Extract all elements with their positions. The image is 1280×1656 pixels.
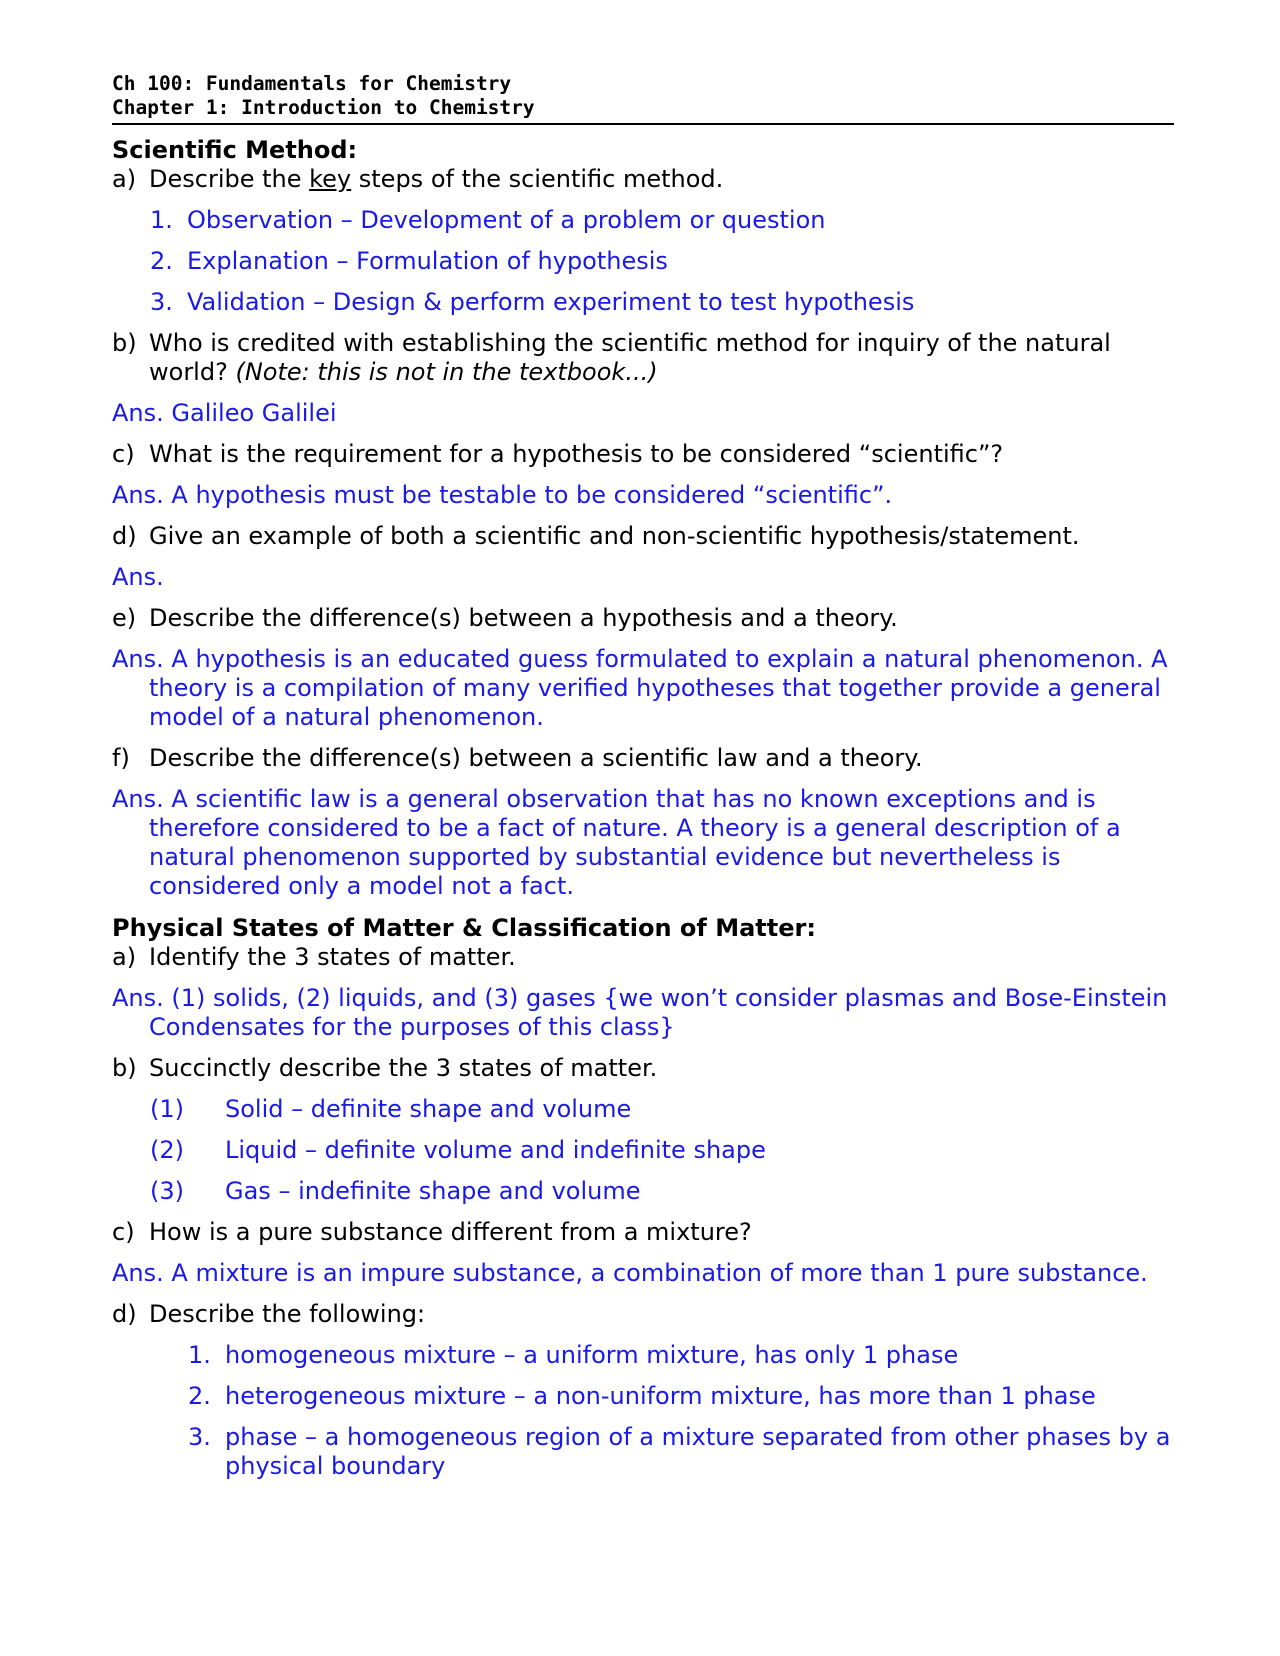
question-states-d [112, 1300, 1174, 1329]
question-c [112, 440, 1174, 469]
question-label: a) [112, 165, 137, 193]
answer-c: Ans. A hypothesis must be testable to be considered “scientific”. [112, 481, 893, 509]
question-label: b) [112, 329, 137, 357]
question-states-a [112, 943, 1174, 972]
question-text: Describe the difference(s) between a scientific law and a theory. [149, 744, 923, 772]
question-f [112, 744, 1174, 773]
list-number: (2) [150, 1136, 184, 1164]
question-d [112, 522, 1174, 551]
course-title: Ch 100: Fundamentals for Chemistry [112, 72, 512, 95]
list-text: Observation – Development of a problem or question [187, 206, 826, 234]
list-number: 2. [188, 1382, 211, 1410]
list-number: 2. [150, 247, 173, 275]
question-label: c) [112, 440, 135, 468]
section-title-states-of-matter: Physical States of Matter & Classification of Matter: [112, 914, 816, 942]
list-item-state-2 [112, 1136, 1174, 1165]
question-note: (Note: this is not in the textbook...) [235, 358, 658, 386]
answer-d: Ans. [112, 563, 164, 591]
list-item-term-1 [112, 1341, 1174, 1370]
list-text: Solid – definite shape and volume [225, 1095, 632, 1123]
list-text: Gas – indefinite shape and volume [225, 1177, 641, 1205]
question-label: b) [112, 1054, 137, 1082]
list-item-step-1 [112, 206, 1174, 235]
question-e [112, 604, 1174, 633]
answer-states-c: Ans. A mixture is an impure substance, a combination of more than 1 pure substance. [112, 1259, 1148, 1287]
question-label: d) [112, 522, 137, 550]
question-text: Who is credited with establishing the scientific method for inquiry of the natural world? [149, 329, 1111, 386]
question-states-c [112, 1218, 1174, 1247]
question-text-post: steps of the scientific method. [351, 165, 724, 193]
list-text: heterogeneous mixture – a non-uniform mixture, has more than 1 phase [225, 1382, 1096, 1410]
question-states-b [112, 1054, 1174, 1083]
list-text: phase – a homogeneous region of a mixture separated from other phases by a physical boundary [225, 1423, 1171, 1480]
list-number: 3. [150, 288, 173, 316]
question-label: e) [112, 604, 137, 632]
answer-states-a: Ans. (1) solids, (2) liquids, and (3) gases {we won’t consider plasmas and Bose-Einstein Condensates for the purposes of this class} [112, 984, 1168, 1041]
list-item-state-1 [112, 1095, 1174, 1124]
question-label: a) [112, 943, 137, 971]
question-label: d) [112, 1300, 137, 1328]
question-text: What is the requirement for a hypothesis to be considered “scientific”? [149, 440, 1004, 468]
list-number: (3) [150, 1177, 184, 1205]
question-text: Give an example of both a scientific and non-scientific hypothesis/statement. [149, 522, 1080, 550]
question-text: Describe the following: [149, 1300, 426, 1328]
section-title-scientific-method: Scientific Method: [112, 136, 358, 164]
question-text: Succinctly describe the 3 states of matter. [149, 1054, 658, 1082]
answer-f: Ans. A scientific law is a general observation that has no known exceptions and is therefore considered to be a fact of nature. A theory is a general description of a natural phenomenon supported by substantial evidence but nevertheless is considered only a model not a fact. [112, 785, 1121, 900]
list-item-step-3 [112, 288, 1174, 317]
question-text-pre: Describe the [149, 165, 310, 193]
question-text: How is a pure substance different from a mixture? [149, 1218, 752, 1246]
answer-b: Ans. Galileo Galilei [112, 399, 337, 427]
question-b [112, 329, 1174, 387]
list-item-step-2 [112, 247, 1174, 276]
question-text-key: key [309, 165, 352, 193]
answer-e: Ans. A hypothesis is an educated guess formulated to explain a natural phenomenon. A theory is a compilation of many verified hypotheses that together provide a general model of a natural phenomenon. [112, 645, 1168, 731]
list-text: Liquid – definite volume and indefinite shape [225, 1136, 766, 1164]
list-item-term-2 [112, 1382, 1174, 1411]
list-number: (1) [150, 1095, 184, 1123]
question-a [112, 165, 1174, 194]
document-page [112, 72, 1174, 1481]
question-text: Describe the difference(s) between a hypothesis and a theory. [149, 604, 898, 632]
list-text: homogeneous mixture – a uniform mixture, has only 1 phase [225, 1341, 959, 1369]
question-label: f) [112, 744, 130, 772]
list-item-state-3 [112, 1177, 1174, 1206]
list-number: 1. [150, 206, 173, 234]
question-text: Identify the 3 states of matter. [149, 943, 516, 971]
list-number: 3. [188, 1423, 211, 1451]
list-text: Validation – Design & perform experiment to test hypothesis [187, 288, 915, 316]
header-rule [112, 123, 1174, 125]
list-item-term-3 [112, 1423, 1174, 1481]
chapter-title: Chapter 1: Introduction to Chemistry [112, 96, 535, 119]
question-label: c) [112, 1218, 135, 1246]
list-number: 1. [188, 1341, 211, 1369]
list-text: Explanation – Formulation of hypothesis [187, 247, 668, 275]
